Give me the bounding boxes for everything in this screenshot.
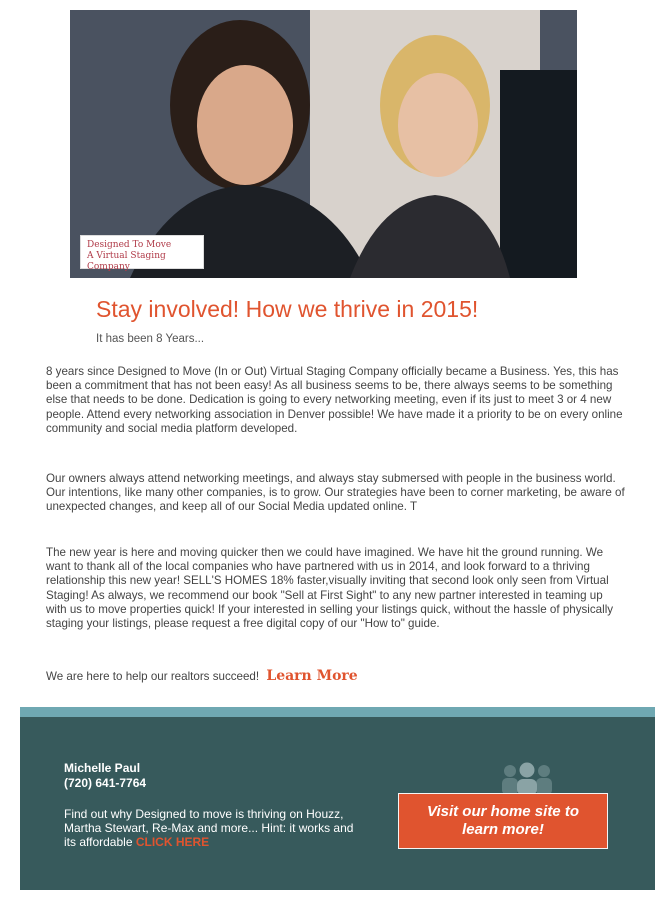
learn-more-link[interactable]: Learn More [266, 668, 358, 684]
footer [20, 717, 655, 890]
footer-description: Find out why Designed to move is thriving on Houzz, Martha Stewart, Re-Max and more... Hint: it works and its affordable [64, 807, 354, 849]
logo-line-1: Designed To Move [87, 240, 172, 250]
click-here-link[interactable]: CLICK HERE [135, 835, 210, 849]
footer-text [64, 807, 354, 849]
company-logo [80, 235, 204, 272]
people-icon [494, 761, 560, 795]
logo-line-2: A Virtual Staging Company [87, 251, 166, 272]
contact-name: Michelle Paul [64, 761, 141, 775]
visit-home-site-button[interactable]: Visit our home site to learn more! [398, 793, 608, 849]
paragraph-3: The new year is here and moving quicker then we could have imagined. We have hit the ground running. We want to thank all of the local companies who have partnered with us in 2014, and look forward to a thriving relationship this new year! SELL'S HOMES 18% faster,visually inviting that second look only seen from Virtual Staging! As always, we recommend our book "Sell at First Sight" to any new partner interested in teaming up with us to move properties quick! If your interested in selling your listings quick, without the hassle of physically staging your listings, please request a free digital copy of our "How to" guide. [46, 546, 614, 631]
footer-accent-band [20, 707, 655, 717]
contact-phone: (720) 641-7764 [64, 776, 147, 790]
cta-line [46, 668, 358, 684]
paragraph-2: Our owners always attend networking meetings, and always stay submersed with people in the business world. Our intentions, like many other companies, is to grow. Our strategies have been to corner marketing, be aware of unexpected changes, and keep all of our Social Media updated online. T [46, 472, 625, 514]
article-subtitle: It has been 8 Years... [96, 333, 205, 345]
paragraph-1: 8 years since Designed to Move (In or Out) Virtual Staging Company officially became a Business. Yes, this has been a commitment that has not been easy! As all business seems to be, there always seems to be something else that needs to be done. Dedication is going to every networking meeting, even if its just to meet 3 or 4 new people. Attend every networking association in Denver possible! We have made it a priority to be on every online community and social media platform developed. [46, 365, 623, 435]
cta-text: We are here to help our realtors succeed! [46, 670, 260, 683]
article-title: Stay involved! How we thrive in 2015! [96, 296, 479, 322]
